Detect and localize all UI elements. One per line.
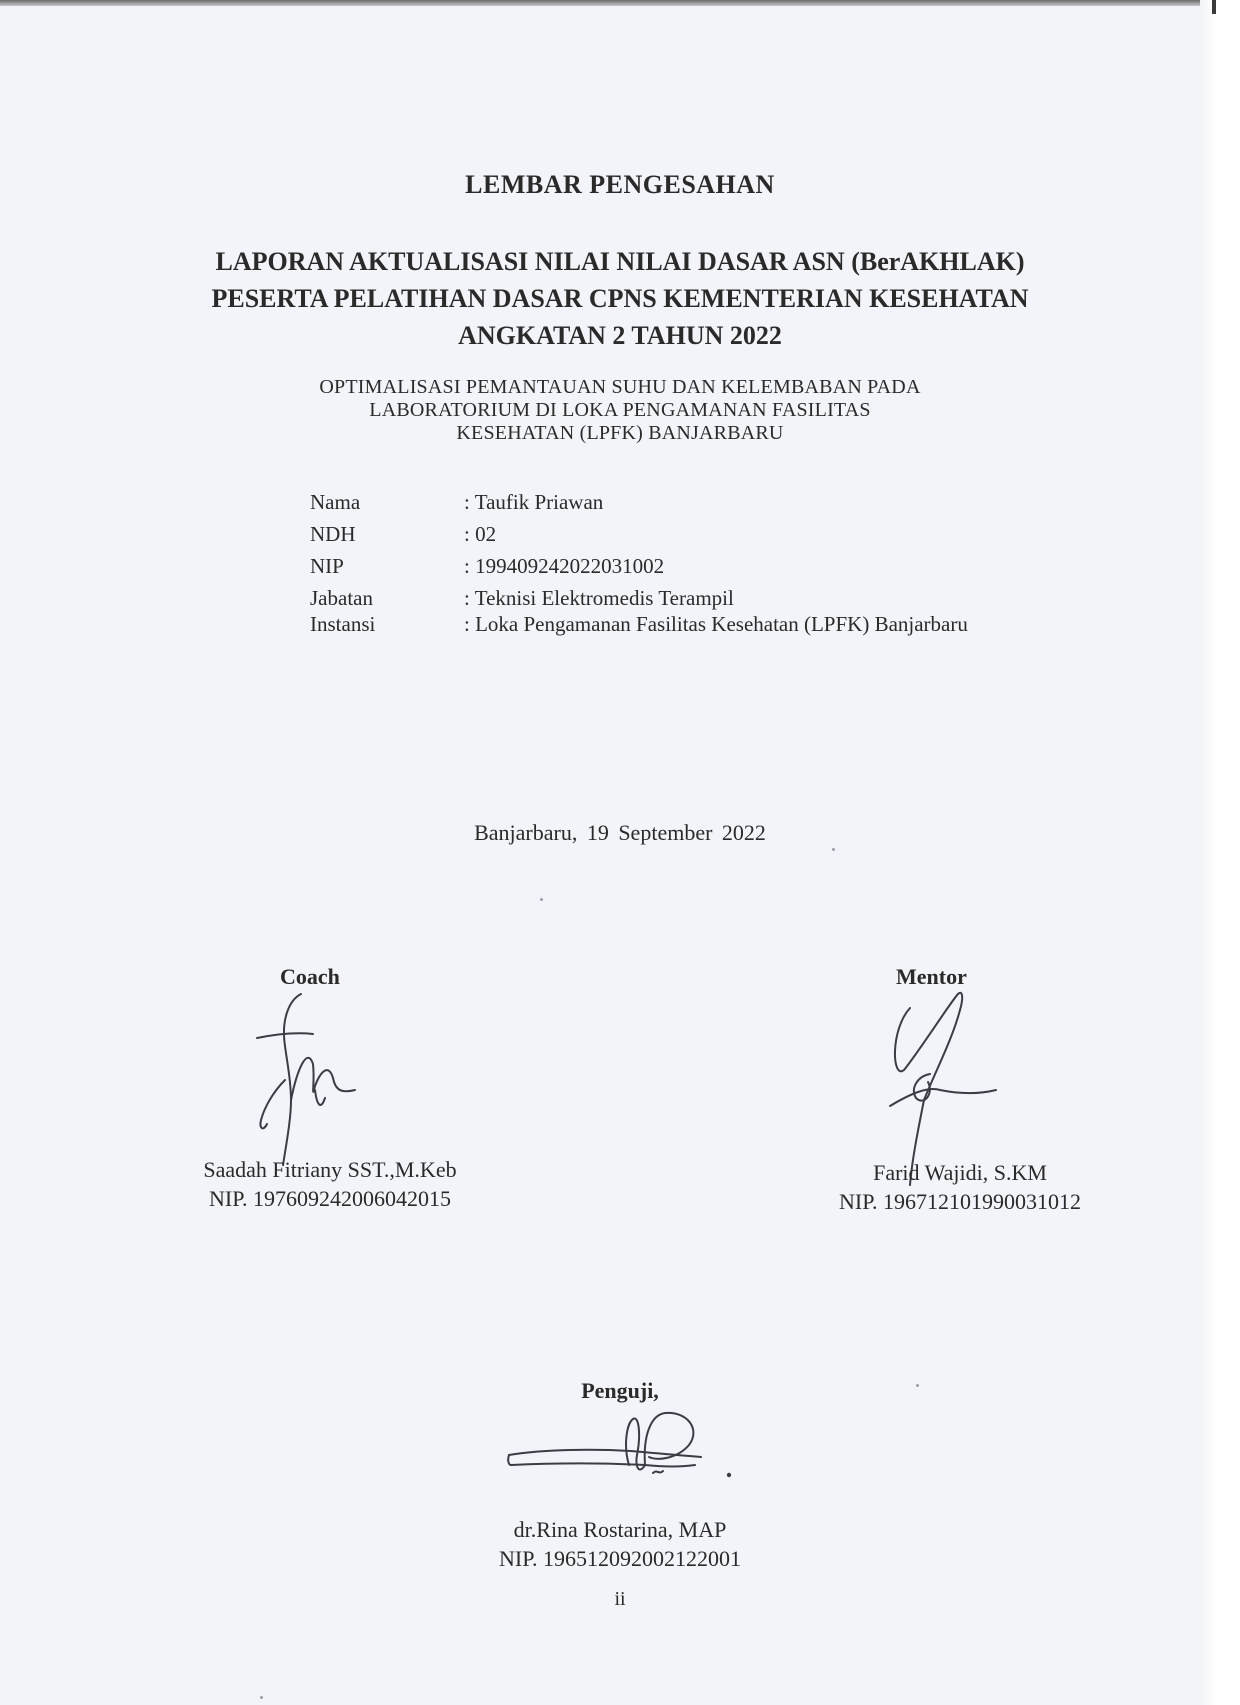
- penguji-nip: NIP. 196512092002122001: [498, 1546, 741, 1571]
- topic-line-3: KESEHATAN (LPFK) BANJARBARU: [456, 422, 784, 444]
- mentor-name: Farid Wajidi, S.KM: [873, 1160, 1047, 1185]
- identity-label: Nama: [310, 490, 361, 514]
- identity-value: : Taufik Priawan: [464, 490, 604, 514]
- mentor-signatory: [770, 1158, 1150, 1216]
- scan-speck: [260, 1696, 263, 1699]
- report-heading: [0, 243, 1240, 354]
- heading-line-3: ANGKATAN 2 TAHUN 2022: [458, 321, 782, 350]
- scan-edge-mark: [1212, 0, 1216, 14]
- identity-value: : 02: [464, 522, 497, 546]
- identity-label: NDH: [310, 522, 356, 546]
- penguji-name: dr.Rina Rostarina, MAP: [513, 1517, 727, 1542]
- mentor-role-label: Mentor: [896, 964, 967, 989]
- identity-value: : Teknisi Elektromedis Terampil: [464, 586, 734, 610]
- scan-speck: [832, 848, 835, 851]
- mentor-nip: NIP. 196712101990031012: [838, 1189, 1081, 1214]
- page-number: ii: [614, 1588, 626, 1610]
- penguji-role-label: Penguji,: [581, 1378, 659, 1403]
- coach-name: Saadah Fitriany SST.,M.Keb: [203, 1157, 457, 1182]
- coach-role-label: Coach: [280, 964, 340, 989]
- heading-line-2: PESERTA PELATIHAN DASAR CPNS KEMENTERIAN KESEHATAN: [211, 284, 1029, 313]
- penguji-signatory: [0, 1515, 1240, 1573]
- penguji-signature: [505, 1405, 735, 1500]
- scan-speck: [540, 898, 543, 901]
- topic-line-1: OPTIMALISASI PEMANTAUAN SUHU DAN KELEMBABAN PADA: [319, 376, 921, 398]
- scan-top-edge: [0, 0, 1240, 6]
- report-topic: [0, 376, 1240, 445]
- identity-value: : 199409242022031002: [464, 554, 665, 578]
- coach-signatory: [120, 1155, 540, 1213]
- identity-value: : Loka Pengamanan Fasilitas Kesehatan (LPFK) Banjarbaru: [464, 612, 968, 636]
- heading-line-1: LAPORAN AKTUALISASI NILAI NILAI DASAR ASN (BerAKHLAK): [215, 247, 1025, 276]
- identity-label: Jabatan: [310, 586, 373, 610]
- topic-line-2: LABORATORIUM DI LOKA PENGAMANAN FASILITAS: [369, 399, 871, 421]
- identity-label: NIP: [310, 554, 344, 578]
- scan-speck: [916, 1384, 919, 1387]
- coach-nip: NIP. 197609242006042015: [208, 1186, 451, 1211]
- coach-signature: [255, 990, 415, 1175]
- document-title: LEMBAR PENGESAHAN: [465, 170, 775, 199]
- identity-label: Instansi: [310, 612, 376, 636]
- place-date: Banjarbaru, 19 September 2022: [474, 820, 766, 845]
